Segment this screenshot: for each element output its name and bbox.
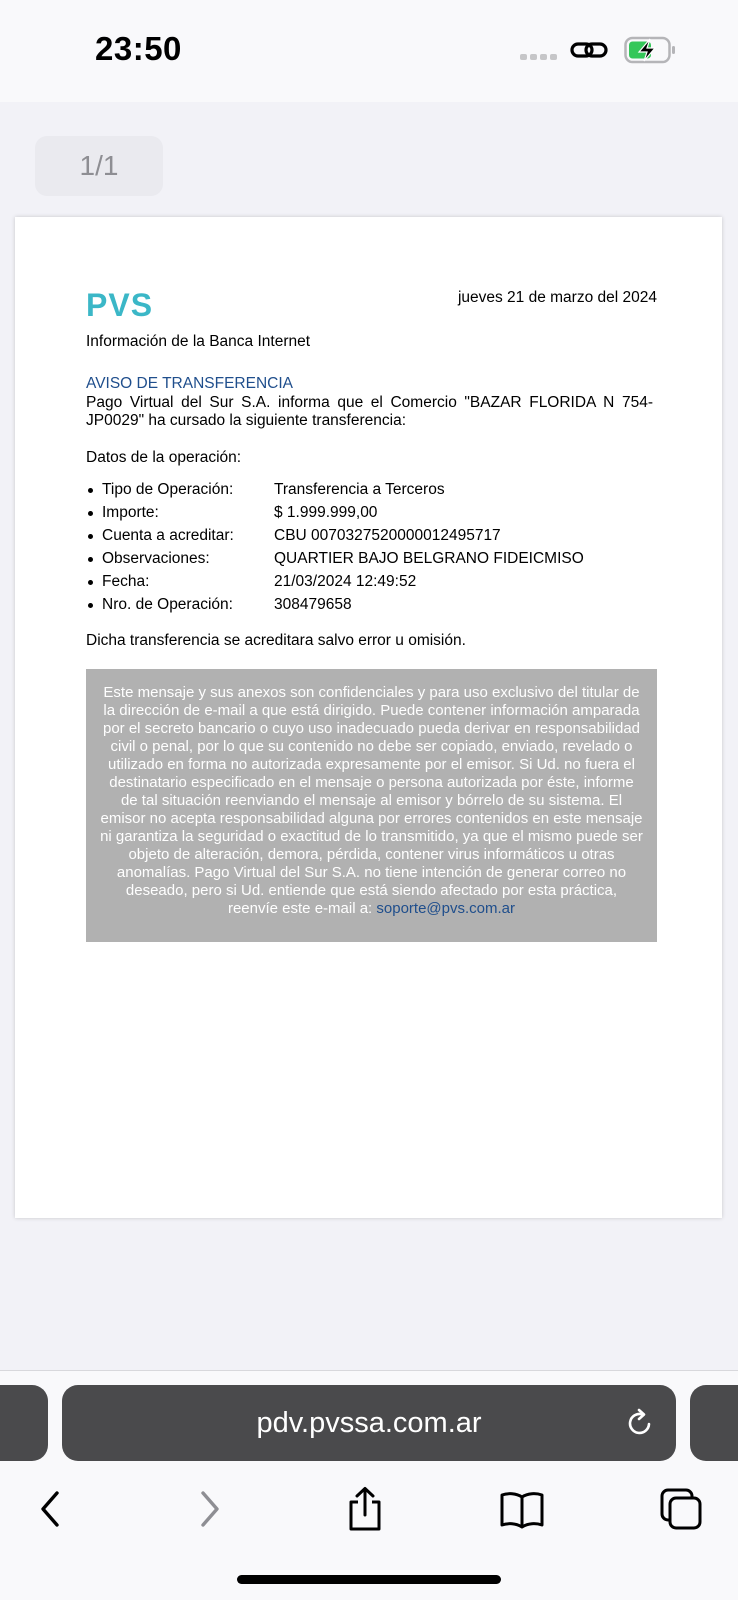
- pvs-logo: [86, 287, 166, 323]
- aviso-title: AVISO DE TRANSFERENCIA: [86, 375, 293, 392]
- operation-item: [86, 481, 584, 504]
- operation-value: QUARTIER BAJO BELGRANO FIDEICMISO: [274, 550, 584, 567]
- aviso-text: Pago Virtual del Sur S.A. informa que el Comercio "BAZAR FLORIDA N 754-JP0029" ha cursado la siguiente transferencia:: [86, 394, 653, 429]
- document-date: jueves 21 de marzo del 2024: [457, 289, 657, 306]
- operation-label: Importe:: [102, 504, 159, 521]
- tabs-button[interactable]: [657, 1485, 705, 1533]
- disclaimer-text: Este mensaje y sus anexos son confidenciales y para uso exclusivo del titular de la dirección de e-mail a que está dirigido. Puede contener información amparada por el secreto bancario o cuyo uso inadecuado pueda derivar en responsabilidad civil o penal, por lo que su contenido no debe ser copiado, enviado, revelado o utilizado en forma no autorizada expresamente por el emisor. Si Ud. no fuera el destinatario especificado en el mensaje o persona autorizada por éste, informe de tal situación reenviando el mensaje al emisor y bórrelo de su sistema. El emisor no acepta responsabilidad alguna por errores contenidos en este mensaje ni garantiza la seguridad o exactitud de lo transmitido, ya que el mismo puede ser objeto de alteración, demora, pérdida, contener virus informáticos u otras anomalías. Pago Virtual del Sur S.A. no tiene intención de generar correo no deseado, pero si Ud. entiende que está siendo afectado por esta práctica, reenvíe este e-mail a:: [100, 684, 643, 917]
- operation-value: CBU 0070327520000012495717: [274, 527, 501, 544]
- operation-label: Cuenta a acreditar:: [102, 527, 234, 544]
- address-bar[interactable]: [62, 1385, 676, 1461]
- svg-text:PVS: PVS: [86, 287, 154, 323]
- home-indicator[interactable]: [237, 1575, 501, 1584]
- link-icon: [570, 36, 610, 64]
- book-icon: [499, 1489, 545, 1529]
- operation-label: Nro. de Operación:: [102, 596, 233, 613]
- operation-label: Tipo de Operación:: [102, 481, 234, 498]
- forward-button[interactable]: [186, 1485, 234, 1533]
- status-time: 23:50: [95, 30, 182, 67]
- browser-bottom-bar: [0, 1370, 738, 1600]
- operation-label: Observaciones:: [102, 550, 210, 567]
- operation-value: Transferencia a Terceros: [274, 481, 445, 498]
- operation-item: [86, 527, 584, 550]
- battery-charging-icon: [624, 36, 676, 64]
- cellular-signal-icon: [520, 54, 557, 60]
- closing-text: Dicha transferencia se acreditara salvo error u omisión.: [86, 632, 466, 649]
- document-heading: Información de la Banca Internet: [86, 333, 311, 350]
- page-counter: 1/1: [35, 136, 163, 196]
- previous-tab-preview[interactable]: [0, 1385, 48, 1461]
- url-text: pdv.pvssa.com.ar: [256, 1406, 482, 1439]
- datos-title: Datos de la operación:: [86, 449, 242, 466]
- operation-value: 308479658: [274, 596, 352, 613]
- pdf-page: [15, 217, 722, 1218]
- operation-item: [86, 573, 584, 596]
- operation-label: Fecha:: [102, 573, 150, 590]
- operation-item: [86, 504, 584, 527]
- bookmarks-button[interactable]: [498, 1485, 546, 1533]
- share-button[interactable]: [341, 1485, 389, 1533]
- operation-item: [86, 596, 584, 619]
- disclaimer-box: [86, 669, 657, 942]
- chevron-right-icon: [195, 1489, 225, 1529]
- back-button[interactable]: [26, 1485, 74, 1533]
- operation-value: $ 1.999.999,00: [274, 504, 378, 521]
- operation-value: 21/03/2024 12:49:52: [274, 573, 417, 590]
- status-bar: [0, 0, 738, 102]
- next-tab-preview[interactable]: [690, 1385, 738, 1461]
- chevron-left-icon: [35, 1489, 65, 1529]
- browser-toolbar: [0, 1471, 738, 1551]
- reload-icon[interactable]: [624, 1407, 656, 1439]
- operation-item: [86, 550, 584, 573]
- operation-details: [86, 481, 584, 619]
- share-icon: [345, 1486, 385, 1532]
- tabs-icon: [659, 1487, 703, 1531]
- support-email-link[interactable]: soporte@pvs.com.ar: [376, 900, 516, 917]
